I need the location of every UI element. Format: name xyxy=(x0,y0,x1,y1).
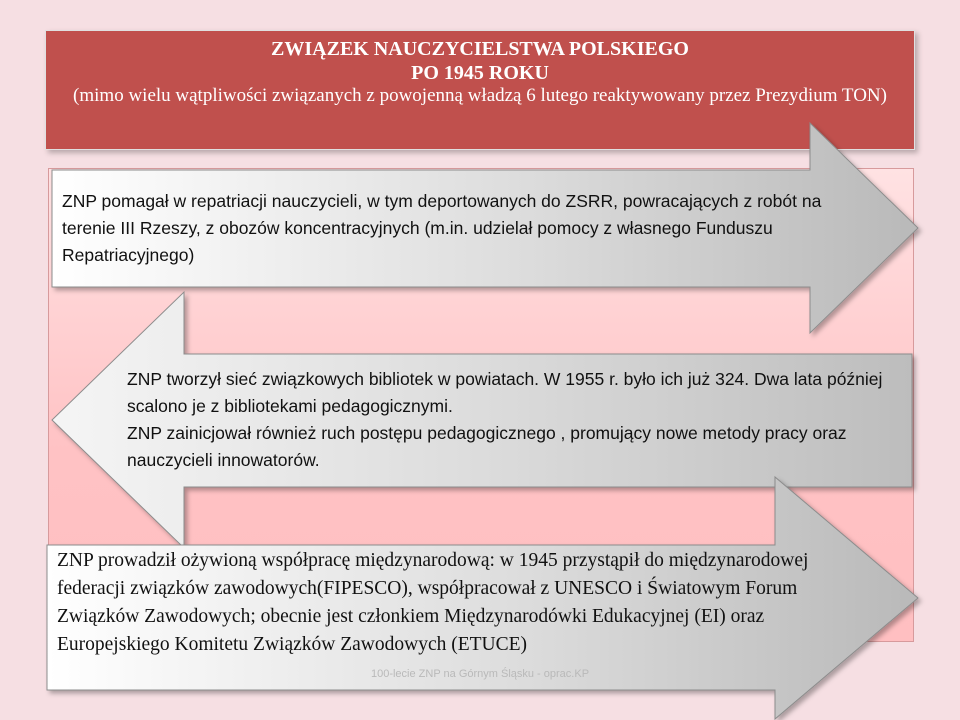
arrow-2-line-1: ZNP tworzył sieć związkowych bibliotek w powiatach. W 1955 r. było ich już 324. Dwa lata później scalono je z bibliotekami pedagogicznymi. xyxy=(127,369,883,416)
arrow-1-text: ZNP pomagał w repatriacji nauczycieli, w tym deportowanych do ZSRR, powracających z robót na terenie III Rzeszy, z obozów koncentracyjnych (m.in. udzielał pomocy z własnego Funduszu Repatriacyjnego) xyxy=(62,191,822,265)
arrow-2-line-2: ZNP zainicjował również ruch postępu pedagogicznego , promujący nowe metody pracy oraz nauczycieli innowatorów. xyxy=(127,423,847,470)
arrow-3-text: ZNP prowadził ożywioną współpracę międzynarodową: w 1945 przystąpił do międzynarodowej federacji związków zawodowych(FIPESCO), współpracował z UNESCO i Światowym Forum Związków Zawodowych; obecnie jest członkiem Międzynarodówki Edukacyjnej (EI) oraz Europejskiego Komitetu Związków Zawodowych (ETUCE) xyxy=(57,550,809,655)
title-main: ZWIĄZEK NAUCZYCIELSTWA POLSKIEGO xyxy=(271,38,689,60)
footer-caption: 100-lecie ZNP na Górnym Śląsku - oprac.KP xyxy=(370,668,590,680)
title-sub: PO 1945 ROKU xyxy=(411,62,549,84)
arrow-2-text xyxy=(127,366,887,474)
title-note: (mimo wielu wątpliwości związanych z powojenną władzą 6 lutego reaktywowany przez Prezydium TON) xyxy=(73,85,887,106)
